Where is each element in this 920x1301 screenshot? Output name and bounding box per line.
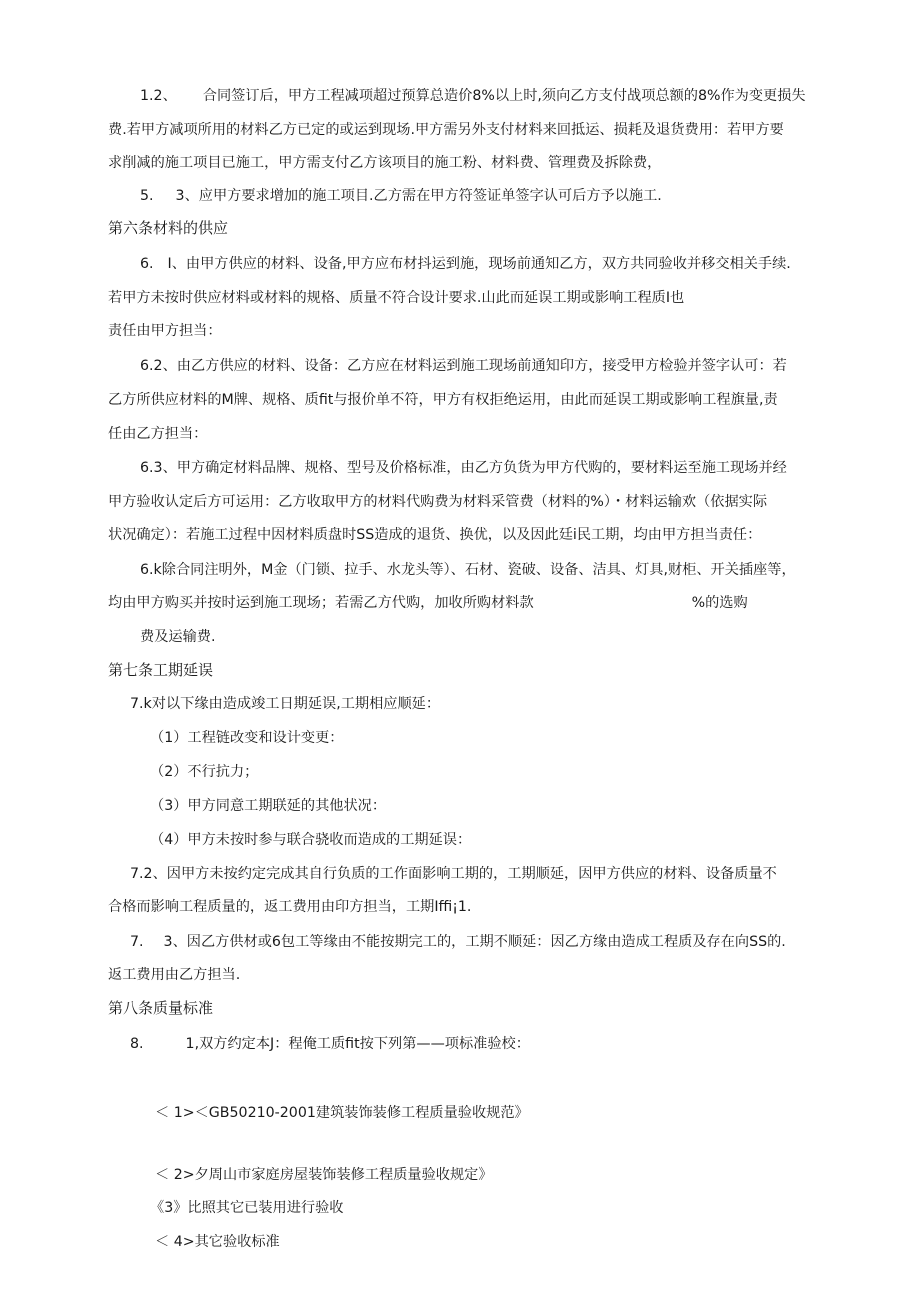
clause-8-1 [130, 1034, 530, 1054]
list-item: （3）甲方同意工期联延的其他状况： [150, 798, 387, 814]
clause-6-4-line-3: 费及运输费. [140, 629, 216, 645]
clause-5-2-line-2: 费.若甲方减项所用的材料乙方已定的或运到现场.甲方需另外支付材料来回抵运、损耗及退货费用：若甲方要 [108, 122, 784, 138]
article-8-heading: 第八条质量标准 [108, 999, 214, 1017]
list-item: （1）工程链改变和设计变更： [150, 730, 344, 746]
clause-text: 合同签订后，甲方工程减项超过预算总造价8%以上时,须向乙方支付战项总额的8%作为变更损失 [202, 88, 806, 104]
list-item: （4）甲方未按时参与联合骁收而造成的工期延误： [150, 832, 472, 848]
clause-7-3-line-2: 返工费用由乙方担当. [108, 967, 241, 983]
clause-6-2-line-2: 乙方所供应材料的M牌、规格、质fit与报价单不符，甲方有权拒绝运用，由此而延误工期或影响工程旗量,责 [108, 392, 778, 408]
standard-option: ＜ 1>＜GB50210-2001建筑装饰装修工程质量验收规范》 [155, 1105, 529, 1121]
clause-6-3-line-1: 6.3、甲方确定材料品牌、规格、型号及价格标准，由乙方负货为甲方代购的，要材料运至施工现场并经 [140, 460, 787, 476]
standard-option: ＜ 2>夕周山市家庭房屋装饰装修工程质量验收规定》 [155, 1167, 493, 1183]
clause-7-2-line-1: 7.2、因甲方未按约定完成其自行负质的工作面影响工期的，工期顺延，因甲方供应的材料、设备质量不 [130, 866, 777, 882]
clause-6-1-line-1 [140, 254, 791, 274]
list-item: （2）不行抗力； [150, 764, 259, 780]
clause-6-1-line-3: 责任由甲方担当： [108, 323, 222, 339]
clause-7-1: 7.k对以下缘由造成竣工日期延误,工期相应顺延： [130, 696, 441, 712]
standard-option: ＜ 4>其它验收标准 [155, 1234, 280, 1250]
article-6-heading: 第六条材料的供应 [108, 219, 229, 237]
clause-text: 3、因乙方供材或6包工等缘由不能按期完工的，工期不顺延：因乙方缘由造成工程质及存在向SS的. [163, 934, 786, 950]
clause-text: 均由甲方购买并按时运到施工现场；若需乙方代购，加收所购材料款 [108, 595, 534, 611]
clause-number: 8. [130, 1036, 144, 1052]
standard-option: 《3》比照其它已装用进行验收 [150, 1200, 344, 1216]
clause-6-3-line-2: 甲方验收认定后方可运用：乙方收取甲方的材料代购费为材料采管费（材料的%）・材料运输欢（依据实际 [108, 494, 768, 510]
clause-6-2-line-3: 任由乙方担当： [108, 426, 208, 442]
clause-5-3 [140, 186, 662, 206]
clause-text: I、由甲方供应的材料、设备,甲方应布材抖运到施，现场前通知乙方，双方共同验收并移交相关手续. [167, 256, 791, 272]
clause-5-2-line-1 [140, 86, 806, 106]
clause-7-3-line-1 [130, 932, 786, 952]
clause-7-2-line-2: 合格而影响工程质量的，返工费用由印方担当，工期Iffi¡1. [108, 899, 472, 915]
clause-text-tail: %的选购 [691, 595, 748, 611]
clause-6-2-line-1: 6.2、由乙方供应的材料、设备：乙方应在材料运到施工现场前通知印方，接受甲方检验并签字认可：若 [140, 358, 787, 374]
clause-number: 6. [140, 256, 154, 272]
clause-number: 7. [130, 934, 144, 950]
article-7-heading: 第七条工期延误 [108, 661, 214, 679]
clause-number: 5. [140, 188, 154, 204]
clause-6-3-line-3: 状况确定）：若施工过程中因材料质盘时SS造成的退货、换优，以及因此廷i民工期，均由甲方担当责任： [108, 527, 762, 543]
clause-6-1-line-2: 若甲方未按时供应材料或材料的规格、质量不符合设计要求.山此而延误工期或影响工程质I也 [108, 290, 685, 306]
clause-6-4-line-1: 6.k除合同注明外，M金（门锁、拉手、水龙头等）、石材、瓷破、设备、洁具、灯具,财柜、开关插座等， [140, 562, 796, 578]
clause-text: 1,双方约定本J：程俺工质fit按下列第——项标准验校： [185, 1036, 530, 1052]
clause-number: 1.2、 [140, 88, 177, 104]
clause-text: 3、应甲方要求增加的施工项目.乙方需在甲方符签证单签字认可后方予以施工. [175, 188, 662, 204]
clause-5-2-line-3: 求削减的施工项目已施工，甲方需支付乙方该项目的施工粉、材料费、管理费及拆除费， [108, 155, 662, 171]
clause-6-4-line-2 [108, 593, 748, 613]
